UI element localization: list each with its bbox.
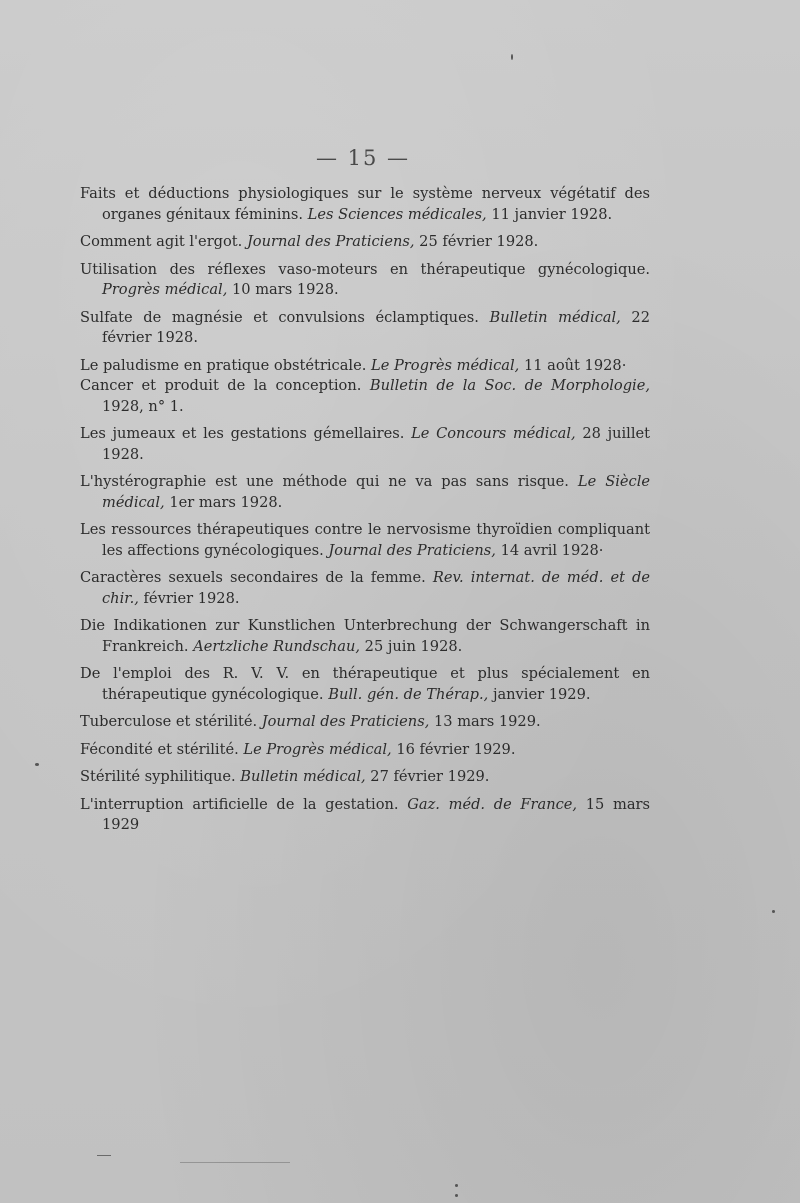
entry-journal: Le Concours médical, [411, 425, 576, 442]
entry-date: 13 mars 1929. [433, 713, 541, 730]
entry-date: 11 août 1928· [523, 356, 627, 374]
bibliography-entry [80, 184, 650, 225]
bibliography-entry [80, 795, 650, 836]
entry-title: Stérilité syphilitique. [80, 768, 236, 785]
entry-date: 1928, n° 1. [102, 397, 184, 415]
entry-title: Tuberculose et stérilité. [80, 713, 258, 730]
entry-journal: Gaz. méd. de France, [407, 795, 578, 813]
scan-speck [35, 763, 39, 766]
bibliography-entry [80, 568, 650, 609]
bibliography-entry [80, 520, 650, 561]
entry-title: Les ressources thérapeutiques contre le nervosisme thyroïdien compliquant les affections gynécologiques. [80, 521, 650, 559]
entry-journal: Bulletin médical, [240, 768, 366, 785]
entry-title: De l'emploi des R. V. V. en thérapeutique et plus spécialement en thérapeutique gynécologique. [80, 665, 650, 703]
entry-title: Sulfate de magnésie et convulsions éclamptiques. [80, 308, 479, 326]
page-number: — 15 — [315, 146, 411, 170]
scan-speck [772, 910, 775, 913]
entry-title: Fécondité et stérilité. [80, 740, 239, 758]
bibliography-entry [80, 664, 650, 705]
scan-speck [511, 54, 513, 60]
entry-title: Caractères sexuels secondaires de la femme. [80, 569, 426, 586]
scan-speck [455, 1194, 458, 1197]
bibliography-list [80, 184, 650, 843]
entry-title: Comment agit l'ergot. [80, 233, 243, 250]
entry-date: 25 juin 1928. [364, 637, 463, 655]
entry-journal: Bulletin médical, [489, 308, 621, 326]
entry-date: 10 mars 1928. [231, 281, 339, 298]
entry-journal: Le Progrès médical, [371, 356, 520, 374]
entry-date: janvier 1929. [492, 685, 591, 703]
entry-title: L'hystérographie est une méthode qui ne va pas sans risque. [80, 473, 569, 490]
entry-title: Faits et déductions physiologiques sur le système nerveux végétatif des organes génitaux féminins. [80, 185, 650, 223]
bibliography-entry [80, 376, 650, 417]
bibliography-entry [80, 356, 650, 377]
entry-journal: Bull. gén. de Thérap., [328, 685, 489, 703]
entry-journal: Les Sciences médicales, [307, 205, 487, 223]
bibliography-entry [80, 232, 650, 253]
entry-date: 14 avril 1928· [500, 541, 604, 559]
bibliography-entry [80, 616, 650, 657]
scan-mark [180, 1162, 290, 1163]
entry-title: Cancer et produit de la conception. [80, 377, 362, 394]
entry-journal: Journal des Praticiens, [328, 541, 496, 559]
entry-title: L'interruption artificielle de la gestation. [80, 795, 399, 813]
entry-date: 1er mars 1928. [169, 493, 283, 511]
scan-speck [455, 1184, 458, 1187]
bibliography-entry [80, 740, 650, 761]
bibliography-entry [80, 767, 650, 788]
entry-date: 11 janvier 1928. [491, 205, 613, 223]
bibliography-entry [80, 260, 650, 301]
entry-date: 16 février 1929. [396, 740, 516, 758]
entry-journal: Le Siècle médical, [102, 473, 650, 511]
entry-journal: Progrès médical, [102, 281, 228, 298]
entry-journal: Journal des Praticiens, [246, 233, 415, 250]
entry-date: février 1928. [143, 589, 240, 607]
entry-journal: Aertzliche Rundschau, [193, 637, 361, 655]
entry-journal: Journal des Praticiens, [261, 713, 430, 730]
entry-journal: Bulletin de la Soc. de Morphologie, [369, 377, 650, 394]
entry-title: Les jumeaux et les gestations gémellaires. [80, 425, 405, 442]
entry-journal: Le Progrès médical, [243, 740, 392, 758]
scan-mark [97, 1155, 111, 1156]
entry-title: Die Indikationen zur Kunstlichen Unterbrechung der Schwangerschaft in Frankreich. [80, 617, 650, 655]
entry-journal: Rev. internat. de méd. et de chir., [102, 569, 650, 607]
entry-date: 27 février 1929. [370, 768, 490, 785]
entry-date: 22 février 1928. [102, 308, 650, 346]
bibliography-entry [80, 712, 650, 733]
entry-title: Utilisation des réflexes vaso-moteurs en thérapeutique gynécologique. [80, 260, 650, 278]
bibliography-entry [80, 308, 650, 349]
entry-date: 15 mars 1929 [102, 795, 651, 833]
entry-title: Le paludisme en pratique obstétricale. [80, 356, 367, 374]
bibliography-entry [80, 424, 650, 465]
bibliography-entry [80, 472, 650, 513]
entry-date: 25 février 1928. [419, 233, 539, 250]
entry-date: 28 juillet 1928. [102, 425, 651, 463]
